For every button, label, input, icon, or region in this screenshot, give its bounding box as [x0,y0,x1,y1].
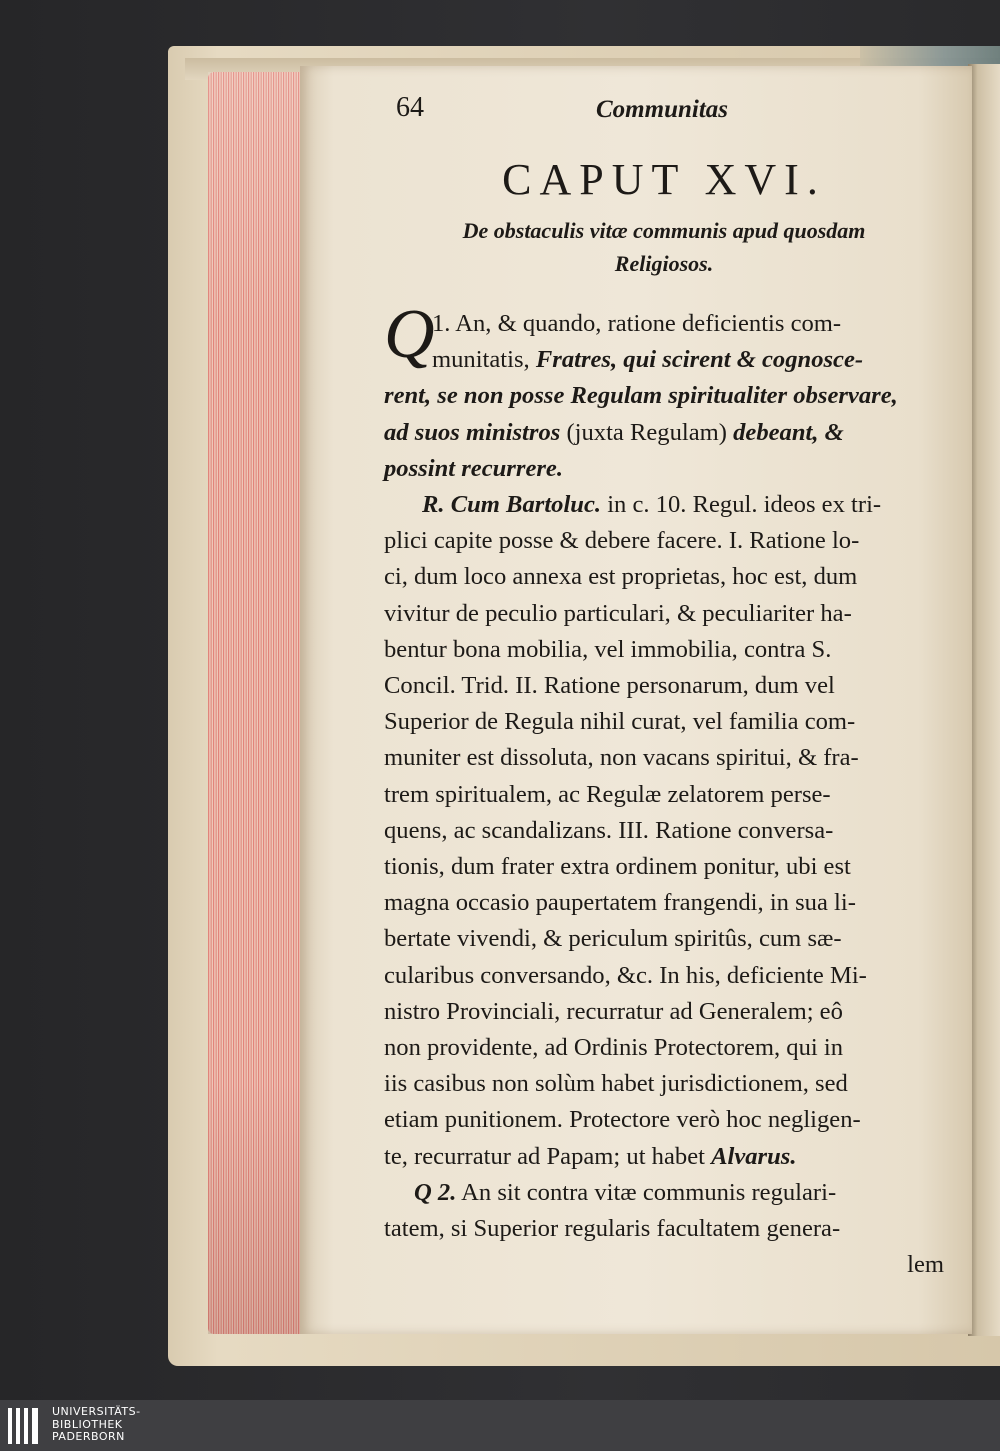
catchword: lem [907,1251,944,1279]
question-2-first-line [384,1175,944,1211]
text-line: iis casibus non solùm habet jurisdictionem, sed [384,1070,848,1098]
subtitle-line: De obstaculis vitæ communis apud quosdam [462,218,866,243]
text-span: (juxta Regulam) [560,418,734,446]
page-text [384,92,944,1283]
italic-span: ad suos ministros [384,418,561,446]
text-line: plici capite posse & debere facere. I. Ratione lo- [384,527,860,555]
page-number: 64 [396,92,424,123]
text-line: vivitur de peculio particulari, & peculiariter ha- [384,599,852,627]
text-line: rent, se non posse Regulam spiritualiter observare, [384,382,898,410]
body-text [384,296,944,1283]
library-footer [0,1400,1000,1451]
text-line: non providente, ad Ordinis Protectorem, qui in [384,1034,843,1062]
chapter-subtitle [384,214,944,280]
library-name-line: UNIVERSITÄTS- [52,1405,141,1418]
answer-first-line [384,487,944,523]
text-line: bentur bona mobilia, vel immobilia, contra S. [384,635,832,663]
facing-page-edge [968,64,1000,1336]
text-line: tionis, dum frater extra ordinem ponitur, ubi est [384,853,851,881]
library-logo-icon [8,1408,42,1444]
text-line [384,415,944,451]
text-line: tatem, si Superior regularis facultatem genera- [384,1215,841,1243]
text-line: nistro Provinciali, recurratur ad Generalem; eô [384,997,843,1025]
chapter-title: CAPUT XVI. [502,155,826,204]
text-line: quens, ac scandalizans. III. Ratione conversa- [384,816,834,844]
question-1 [384,296,944,378]
italic-span: Alvarus. [711,1142,797,1170]
italic-span: debeant, & [733,418,844,446]
italic-span: Q 2. [414,1178,457,1206]
text-line: magna occasio paupertatem frangendi, in sua li- [384,889,856,917]
running-title: Communitas [596,96,728,123]
page-header [384,92,944,138]
question-1-lines [432,306,944,378]
drop-cap-q: Q [384,296,435,373]
library-name [52,1406,141,1444]
text-line: etiam punitionem. Protectore verò hoc negligen- [384,1106,861,1134]
library-name-line: BIBLIOTHEK [52,1417,123,1431]
text-line: possint recurrere. [384,454,564,482]
text-line: trem spiritualem, ac Regulæ zelatorem perse- [384,780,831,808]
subtitle-line: Religiosos. [614,251,714,276]
text-span: te, recurratur ad Papam; ut habet [384,1142,712,1170]
italic-span: Fratres, qui scirent & cognosce- [535,346,864,374]
text-line: Superior de Regula nihil curat, vel familia com- [384,708,856,736]
text-span: An sit contra vitæ communis regulari- [456,1178,837,1206]
text-line [384,1139,944,1175]
text-line: muniter est dissoluta, non vacans spiritui, & fra- [384,744,859,772]
text-line: Concil. Trid. II. Ratione personarum, dum vel [384,672,835,700]
text-line: bertate vivendi, & periculum spiritûs, cum sæ- [384,925,842,953]
text-span: munitatis, [432,346,536,374]
text-line: 1. An, & quando, ratione deficientis com- [432,310,842,337]
text-line [432,342,944,378]
text-span: in c. 10. Regul. ideos ex tri- [601,491,882,519]
page-edges-red [208,72,308,1334]
italic-span: R. Cum Bartoluc. [422,491,602,519]
text-line: cularibus conversando, &c. In his, deficiente Mi- [384,961,867,989]
text-line: ci, dum loco annexa est proprietas, hoc est, dum [384,563,858,591]
library-name-line: PADERBORN [52,1430,125,1443]
